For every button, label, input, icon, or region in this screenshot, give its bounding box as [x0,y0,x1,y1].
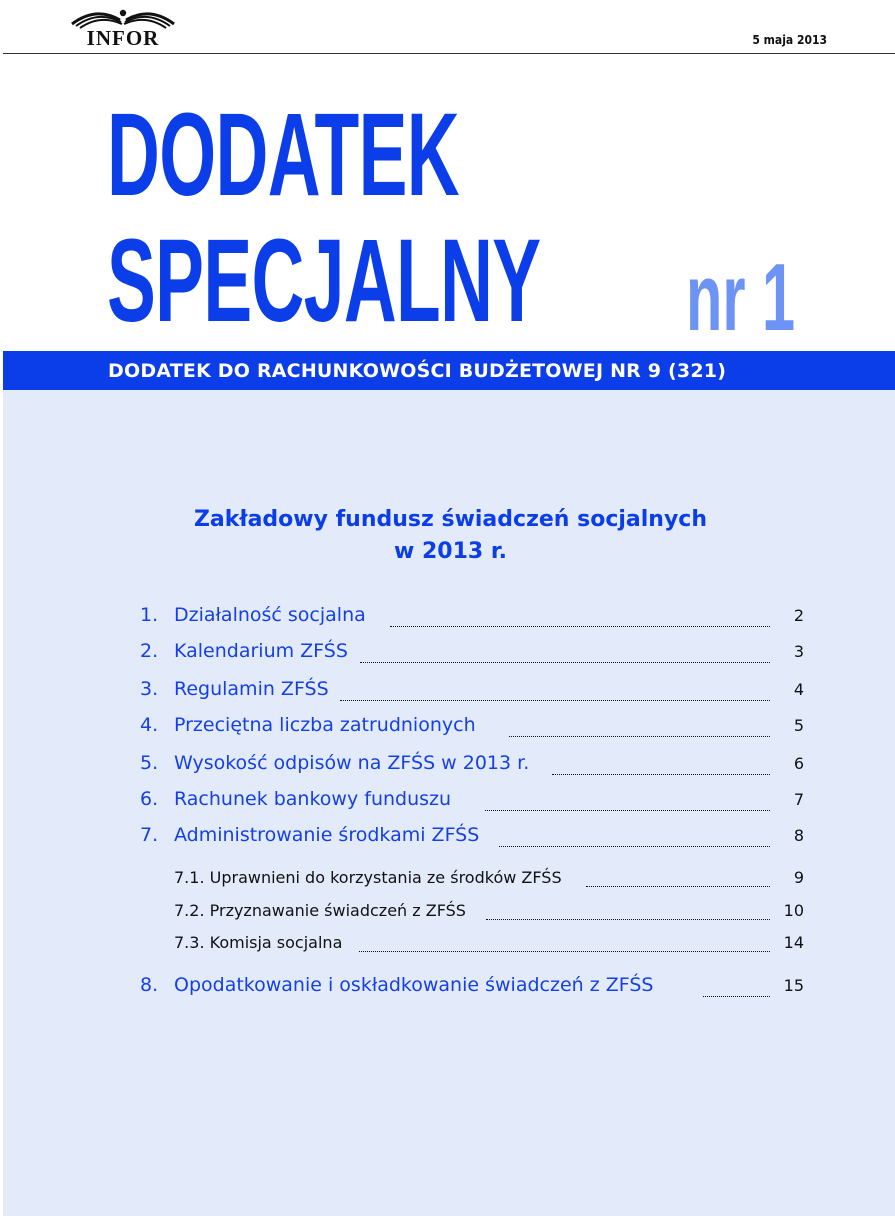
toc-leader [390,604,770,627]
supplement-band-text: DODATEK DO RACHUNKOWOŚCI BUDŻETOWEJ NR 9 (321) [108,360,727,382]
toc-item-label: Kalendarium ZFŚS [174,640,348,662]
toc-leader [485,788,770,811]
toc-item-label: Wysokość odpisów na ZFŚS w 2013 r. [174,752,530,774]
toc-subitem[interactable] [3,899,895,925]
content-area [3,390,895,1216]
toc-leader [359,931,770,952]
toc-leader [509,714,770,737]
toc-leader [499,824,770,847]
toc-item-number: 2. [140,640,159,662]
toc-item-page: 9 [793,868,804,887]
toc-item-page: 7 [793,790,804,809]
toc-subitem-label: 7.2. Przyznawanie świadczeń z ZFŚS [174,901,466,920]
toc-item-label: Przeciętna liczba zatrudnionych [174,714,476,736]
toc-subitem[interactable] [3,866,895,892]
header-divider [3,53,895,54]
toc-leader [586,866,770,887]
toc-item-page: 14 [783,933,804,952]
toc-leader [360,640,770,663]
toc-subitem-label: 7.3. Komisja socjalna [174,933,343,952]
toc-item-label: Działalność socjalna [174,604,366,626]
supplement-band [3,351,895,390]
toc-item-number: 8. [140,974,159,996]
subtitle-line-2: w 2013 r. [394,538,507,564]
toc-item-label: Administrowanie środkami ZFŚS [174,824,480,846]
toc-item-number: 5. [140,752,159,774]
toc-item[interactable] [3,678,895,704]
toc-item-label: Opodatkowanie i oskładkowanie świadczeń z ZFŚS [174,974,654,996]
toc-item[interactable] [3,640,895,666]
issue-number: nr 1 [686,244,796,351]
toc-leader [703,974,770,997]
toc-item-page: 15 [783,976,804,995]
toc-item-page: 5 [793,716,804,735]
toc-item-page: 4 [793,680,804,699]
toc-item[interactable] [3,974,895,1000]
toc-item[interactable] [3,824,895,850]
toc-item-label: Rachunek bankowy funduszu [174,788,452,810]
subtitle [3,504,895,568]
toc-subitem[interactable] [3,931,895,957]
title-line-1: DODATEK [107,89,459,221]
toc-subitem-label: 7.1. Uprawnieni do korzystania ze środków ZFŚS [174,868,562,887]
toc-item-number: 1. [140,604,159,626]
subtitle-line-1: Zakładowy fundusz świadczeń socjalnych [193,507,707,532]
toc-item-page: 8 [793,826,804,845]
toc-item-page: 10 [783,901,804,920]
toc-item[interactable] [3,788,895,814]
toc-item-page: 6 [793,754,804,773]
toc-item-number: 6. [140,788,159,810]
toc-item-number: 7. [140,824,159,846]
toc-leader [340,678,770,701]
toc-item-number: 3. [140,678,159,700]
toc-leader [552,752,770,775]
issue-date: 5 maja 2013 [752,33,827,47]
toc-item[interactable] [3,714,895,740]
toc-item[interactable] [3,604,895,630]
logo-text: INFOR [86,26,160,50]
toc-item-number: 4. [140,714,159,736]
toc-item-page: 2 [793,606,804,625]
infor-logo [66,4,180,48]
toc-leader [486,899,770,920]
toc-item[interactable] [3,752,895,778]
toc-item-page: 3 [793,642,804,661]
toc-item-label: Regulamin ZFŚS [174,678,329,700]
title-line-2: SPECJALNY [107,215,541,347]
